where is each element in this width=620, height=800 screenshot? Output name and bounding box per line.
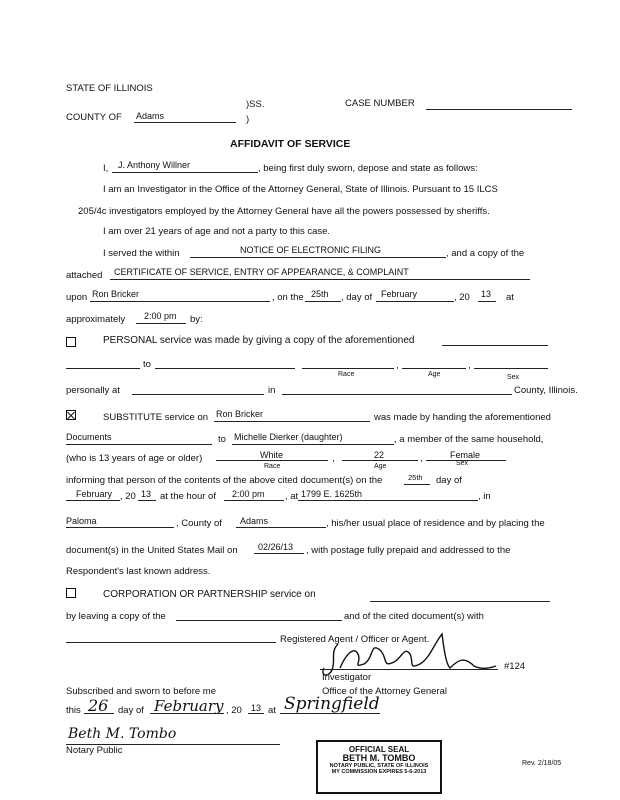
upon-value: Ron Bricker [92,289,140,299]
badge-number: #124 [504,661,526,672]
personally-at-label: personally at [66,385,120,396]
mail-date: 02/26/13 [258,542,294,552]
service-time: 2:00 pm [144,311,177,321]
address-line [298,500,478,501]
personal-sex-line [474,368,548,369]
personal-checkbox[interactable] [66,337,76,347]
sub-race-caption: Race [264,463,281,470]
county-illinois-label: County, Illinois. [514,385,578,396]
sub-county-line [236,527,326,528]
service-day-line [305,301,341,302]
investigator-label: Investigator [322,672,372,683]
in-town-label: , in [478,491,491,502]
cited-text: and of the cited document(s) with [344,611,484,622]
county-label: COUNTY OF [66,112,122,123]
county-line [134,122,236,123]
sub-comma-1: , [332,453,335,464]
sub-sex-caption: Sex [456,460,469,467]
notary-day-line [84,713,114,714]
notary-year-prefix: , 20 [226,705,242,716]
personal-doc-line [66,368,140,369]
notice-line [190,257,446,258]
sub-comma-2: , [420,453,423,464]
recipient-line [232,444,394,445]
office-label: Office of the Attorney General [322,686,447,697]
personal-line [442,345,548,346]
recipient-age-line [342,460,418,461]
year-prefix: , 20 [454,292,470,303]
hour-label: at the hour of [160,491,216,502]
notary-year-line [248,713,264,714]
personal-race-line [302,368,394,369]
at-label: at [506,292,514,303]
county-value: Adams [136,111,165,121]
county-of-label: , County of [176,518,222,529]
personal-sex-caption: Sex [507,374,520,381]
personal-age-caption: Age [428,371,441,378]
postage-text: , with postage fully prepaid and addressed to the [306,545,511,556]
document-title: AFFIDAVIT OF SERVICE [230,138,351,150]
state-label: STATE OF ILLINOIS [66,83,153,94]
informed-time: 2:00 pm [232,489,265,499]
mail-text: document(s) in the United States Mail on [66,545,238,556]
this-label: this [66,705,81,716]
agent-text: Registered Agent / Officer or Agent. [280,634,430,645]
service-year-line [478,301,496,302]
substitute-to-label: to [218,434,226,445]
notary-place: Springfield [284,694,380,714]
attached-label: attached [66,270,103,281]
personally-at-line [132,394,264,395]
substitute-on-value: Ron Bricker [216,409,264,419]
substitute-on-line [214,421,370,422]
who-is-text: (who is 13 years of age or older) [66,453,203,464]
notary-signature: Beth M. Tombo [68,726,177,742]
sub-age-caption: Age [374,463,387,470]
leaving-line [176,620,342,621]
informed-month: February [76,489,113,499]
attached-line [110,279,530,280]
notary-day-of: day of [118,705,144,716]
corporation-checkbox[interactable] [66,588,76,598]
notary-place-line [280,713,380,714]
informed-year-prefix: , 20 [120,491,136,502]
informed-day-line [404,484,430,485]
member-text: , a member of the same household, [394,434,544,445]
mail-date-line [254,553,304,554]
on-the-label: , on the [272,292,304,303]
approximately-label: approximately [66,314,126,325]
upon-line [90,301,270,302]
county-paren: ) [246,114,250,125]
substitute-label: SUBSTITUTE service on [103,412,209,423]
recipient-race: White [260,450,284,460]
sub-county-value: Adams [240,516,269,526]
age-statement: I am over 21 years of age and not a party to this case. [103,226,331,237]
at-address-label: , at [285,491,299,502]
seal-title: OFFICIAL SEAL [348,745,410,754]
notary-month: February [154,697,224,715]
informed-year: 13 [141,489,152,499]
affiant-name: J. Anthony Willner [118,160,191,170]
case-number-label: CASE NUMBER [345,98,415,109]
service-day: 25th [311,289,329,299]
agent-line [66,642,276,643]
informing-text: informing that person of the contents of the above cited document(s) on the [66,475,383,486]
documents-line [66,444,212,445]
service-year: 13 [481,289,492,299]
official-seal [316,740,442,794]
town-value: Paloma [66,516,97,526]
personal-comma-2: , [468,360,471,371]
personal-age-line [402,368,466,369]
by-label: by: [190,314,203,325]
seal-notary-state: NOTARY PUBLIC, STATE OF ILLINOIS [329,762,429,769]
attached-value: CERTIFICATE OF SERVICE, ENTRY OF APPEARANCE, & COMPLAINT [114,267,409,277]
notary-year: 13 [251,703,262,713]
substitute-checkbox[interactable] [66,410,76,420]
documents-value: Documents [66,432,112,442]
personal-to-line [155,368,295,369]
personal-race-caption: Race [338,371,355,378]
informed-month-line [66,500,120,501]
informed-day: 25th [408,473,423,482]
notary-at: at [268,705,276,716]
informed-time-line [224,500,284,501]
case-number-line [426,109,572,110]
recipient-sex: Female [450,450,481,460]
address-value: 1799 E. 1625th [301,489,363,499]
notary-public-label: Notary Public [66,745,123,756]
notary-month-line [150,713,224,714]
ss-label: )SS. [246,99,265,110]
served-within-label: I served the within [103,248,180,259]
notary-day: 26 [88,696,109,715]
investigator-text-1: I am an Investigator in the Office of the Attorney General, State of Illinois. Pursuant to 15 ILCS [103,184,498,195]
respondent-text: Respondent's last known address. [66,566,211,577]
recipient-value: Michelle Dierker (daughter) [234,432,343,442]
informed-day-of: day of [436,475,462,486]
revision-label: Rev. 2/18/05 [522,760,562,767]
day-of-label: , day of [341,292,373,303]
corporation-line [370,601,550,602]
sworn-text: , being first duly sworn, depose and state as follows: [258,163,478,174]
residence-text: , his/her usual place of residence and by placing the [326,518,545,529]
seal-expiration: MY COMMISSION EXPIRES 5-6-2013 [331,768,427,775]
i-label: I, [103,163,109,174]
corporation-label: CORPORATION OR PARTNERSHIP service on [103,589,316,600]
affiant-name-line [112,172,258,173]
copy-of-the: , and a copy of the [446,248,525,259]
service-month-line [376,301,454,302]
notice-value: NOTICE OF ELECTRONIC FILING [240,245,382,255]
investigator-signature-line [320,669,498,670]
subscribed-text: Subscribed and sworn to before me [66,686,216,697]
informed-year-line [138,500,156,501]
service-time-line [136,323,186,324]
handing-text: was made by handing the aforementioned [374,412,551,423]
recipient-race-line [216,460,328,461]
personal-in-label: in [268,385,276,396]
personal-to-label: to [143,359,151,370]
personal-label: PERSONAL service was made by giving a copy of the aforementioned [103,335,415,346]
seal-name: BETH M. TOMBO [342,753,416,764]
investigator-text-2: 205/4c investigators employed by the Attorney General have all the powers possessed by sheriffs. [78,206,490,217]
town-line [66,527,174,528]
personal-comma-1: , [396,360,399,371]
recipient-age: 22 [374,450,385,460]
upon-label: upon [66,292,88,303]
personal-in-line [282,394,512,395]
service-month: February [381,289,418,299]
leaving-text: by leaving a copy of the [66,611,166,622]
